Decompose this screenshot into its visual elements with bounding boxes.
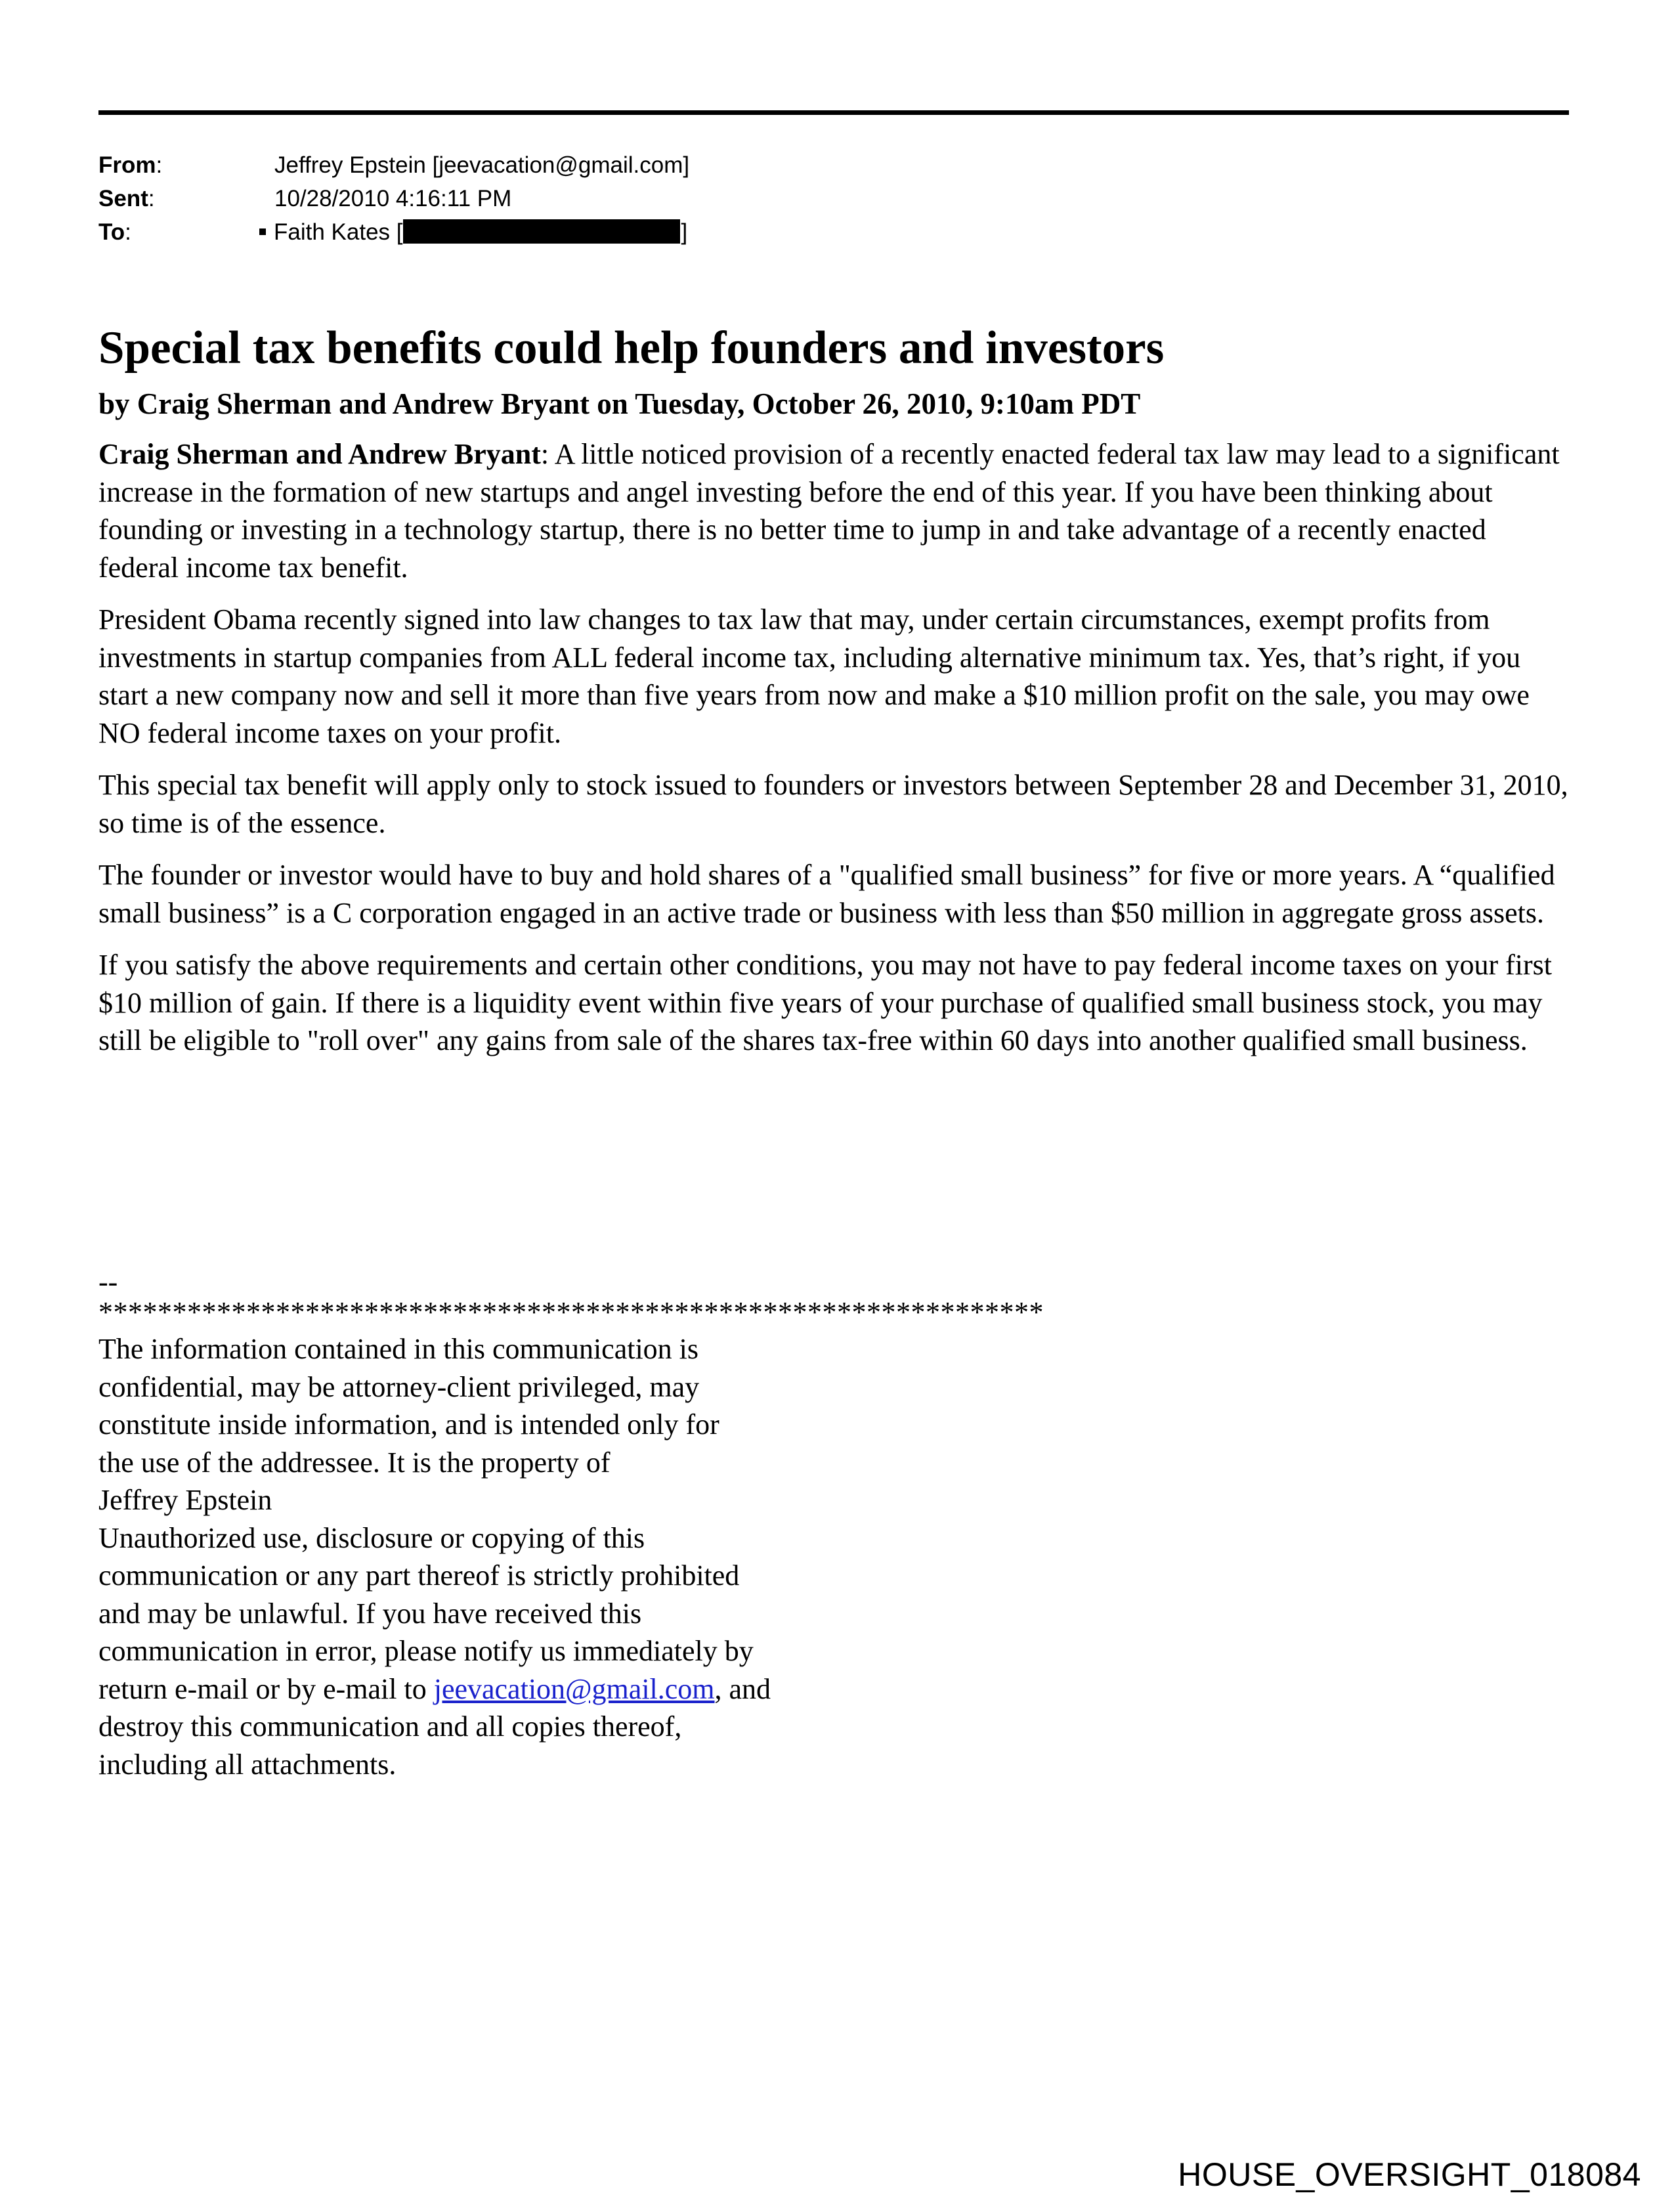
sent-value: 10/28/2010 4:16:11 PM bbox=[274, 186, 512, 211]
to-label: To: bbox=[98, 219, 131, 245]
article-paragraph: The founder or investor would have to buy and hold shares of a "qualified small business” for five or more years. A “qualified small business” is a C corporation engaged in an active trade or business with less than $50 million in aggregate gross assets. bbox=[98, 859, 1555, 929]
signature-line: the use of the addressee. It is the property of bbox=[98, 1446, 611, 1479]
article-paragraph: This special tax benefit will apply only to stock issued to founders or investors between September 28 and December 31, 2010, so time is of the essence. bbox=[98, 769, 1568, 839]
to-name: Faith Kates [ bbox=[274, 219, 403, 245]
to-close: ] bbox=[681, 219, 688, 245]
signature-dash: -- bbox=[98, 1266, 118, 1298]
signature-line: communication or any part thereof is strictly prohibited bbox=[98, 1559, 740, 1592]
signature-line: Unauthorized use, disclosure or copying of this bbox=[98, 1521, 645, 1554]
article-paragraph: Craig Sherman and Andrew Bryant: A little noticed provision of a recently enacted federal tax law may lead to a significant increase in the formation of new startups and angel investing before the end of this year. If you have been thinking about founding or investing in a technology startup, there is no better time to jump in and take advantage of a recently enacted federal income tax benefit. bbox=[98, 438, 1560, 584]
from-value: Jeffrey Epstein [jeevacation@gmail.com] bbox=[274, 152, 690, 178]
signature-body bbox=[98, 1330, 952, 1783]
article-title: Special tax benefits could help founders and investors bbox=[98, 322, 1165, 374]
redaction-bar bbox=[403, 219, 680, 244]
signature-line: destroy this communication and all copies thereof, bbox=[98, 1710, 682, 1743]
signature-stars: **************************************************************** bbox=[98, 1296, 1044, 1328]
bullet-icon bbox=[259, 228, 266, 235]
confidentiality-signature bbox=[98, 1267, 1044, 1783]
article-paragraph: If you satisfy the above requirements and certain other conditions, you may not have to pay federal income taxes on your first $10 million of gain. If there is a liquidity event within five years of your purchase of qualified small business stock, you may still be eligible to "roll over" any gains from sale of the shares tax-free within 60 days into another qualified small business. bbox=[98, 949, 1552, 1056]
article bbox=[98, 318, 1569, 1074]
signature-email-line: return e-mail or by e-mail to jeevacation@gmail.com, and bbox=[98, 1672, 771, 1705]
to-value bbox=[259, 215, 687, 249]
signature-line: communication in error, please notify us immediately by bbox=[98, 1635, 754, 1667]
article-byline: by Craig Sherman and Andrew Bryant on Tuesday, October 26, 2010, 9:10am PDT bbox=[98, 387, 1141, 420]
top-rule bbox=[98, 110, 1569, 115]
signature-line: confidential, may be attorney-client privileged, may bbox=[98, 1370, 700, 1403]
email-link[interactable]: jeevacation@gmail.com bbox=[433, 1672, 715, 1705]
signature-line: and may be unlawful. If you have received this bbox=[98, 1597, 642, 1630]
article-paragraph: President Obama recently signed into law changes to tax law that may, under certain circumstances, exempt profits from investments in startup companies from ALL federal income tax, including alternative minimum tax. Yes, that’s right, if you start a new company now and sell it more than five years from now and make a $10 million profit on the sale, you may owe NO federal income taxes on your profit. bbox=[98, 603, 1530, 749]
signature-line: Jeffrey Epstein bbox=[98, 1484, 272, 1516]
lead-authors: Craig Sherman and Andrew Bryant bbox=[98, 438, 541, 470]
signature-line: including all attachments. bbox=[98, 1748, 397, 1781]
signature-line: The information contained in this communication is bbox=[98, 1333, 699, 1365]
bates-number: HOUSE_OVERSIGHT_018084 bbox=[1178, 2156, 1641, 2193]
signature-line: constitute inside information, and is intended only for bbox=[98, 1408, 719, 1441]
from-label: From: bbox=[98, 152, 163, 178]
sent-label: Sent: bbox=[98, 186, 155, 211]
